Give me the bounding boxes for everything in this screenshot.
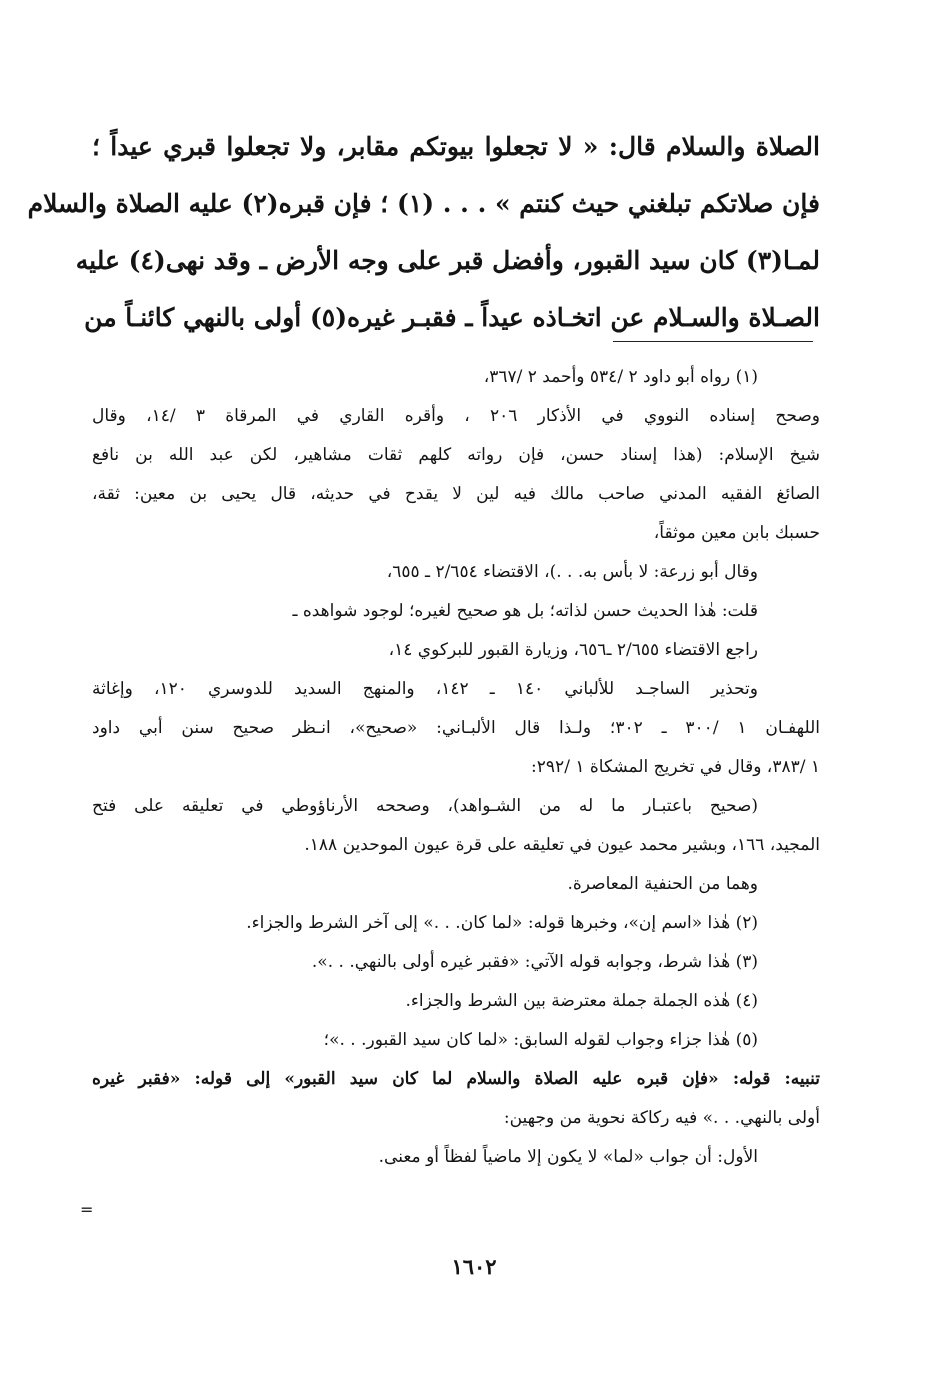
margin-mark: = [80, 1200, 94, 1219]
footnote-line: قلت: هٰذا الحديث حسن لذاته؛ بل هو صحيح لغيره؛ لوجود شواهده ـ [292, 601, 758, 621]
footnote-line: راجع الاقتضاء ٢/٦٥٥ ـ٦٥٦، وزيارة القبور للبركوي ١٤، [388, 640, 758, 660]
tanbih-note-line: تنبيه: قوله: «فإن قبره عليه الصلاة والسلام لما كان سيد القبور» إلى قوله: «فقبر غيره [92, 1069, 820, 1089]
footnote-line: حسبك بابن معين موثقاً، [653, 523, 820, 543]
main-text-block [27, 118, 820, 346]
footnote-line: الصائغ الفقيه المدني صاحب مالك فيه لين لا يقدح في حديثه، قال يحيى بن معين: ثقة، [92, 484, 820, 504]
footnote-line: (٥) هٰذا جزاء وجواب لقوله السابق: «لما كان سيد القبور. . .»؛ [323, 1030, 758, 1050]
page-number: ١٦٠٢ [451, 1254, 497, 1279]
footnote-line: (١) رواه أبو داود ٢ /٥٣٤ وأحمد ٢ /٣٦٧، [483, 367, 758, 387]
footnote-line: الأول: أن جواب «لما» لا يكون إلا ماضياً لفظاً أو معنى. [378, 1147, 758, 1167]
footnote-line: (٤) هٰذه الجملة جملة معترضة بين الشرط والجزاء. [405, 991, 758, 1011]
footnotes-block [92, 358, 820, 1177]
footnote-line: اللهفـان ١ /٣٠٠ ـ ٣٠٢؛ ولـذا قال الألبـاني: «صحيح»، انـظر صحيح سنن أبي داود [92, 718, 820, 738]
footnote-line: (٢) هٰذا «اسم إن»، وخبرها قوله: «لما كان. . .» إلى آخر الشرط والجزاء. [246, 913, 758, 933]
main-text-line: الصـلاة والسـلام عن اتخـاذه عيداً ـ فقبـر غيره(٥) أولى بالنهي كائنـاً من [84, 303, 820, 332]
main-text-line: لمـا(٣) كان سيد القبور، وأفضل قبر على وجه الأرض ـ وقد نهى(٤) عليه [75, 246, 820, 275]
footnote-line: (صحيح باعتبـار ما له من الشـواهد)، وصححه الأرناؤوطي في تعليقه على فتح [92, 796, 758, 816]
footnote-line: وصحح إسناده النووي في الأذكار ٢٠٦ ، وأقره القاري في المرقاة ٣ /١٤، وقال [92, 406, 820, 426]
main-text-line: الصلاة والسلام قال: « لا تجعلوا بيوتكم مقابر، ولا تجعلوا قبري عيداً ؛ [92, 132, 820, 161]
main-text-line: فإن صلاتكم تبلغني حيث كنتم » . . . (١) ؛ فإن قبره(٢) عليه الصلاة والسلام [27, 189, 820, 218]
footnote-line: (٣) هٰذا شرط، وجوابه قوله الآتي: «فقبر غيره أولى بالنهي. . .». [311, 952, 758, 972]
footnote-line: المجيد، ١٦٦، وبشير محمد عيون في تعليقه على قرة عيون الموحدين ١٨٨. [304, 835, 820, 855]
footnote-line: ١ /٣٨٣، وقال في تخريج المشكاة ١ /٢٩٢: [531, 757, 820, 777]
footnote-separator-rule [613, 341, 813, 342]
footnote-line: وقال أبو زرعة: لا بأس به. . .)، الاقتضاء ٢/٦٥٤ ـ ٦٥٥، [386, 562, 758, 582]
footnote-line: وهما من الحنفية المعاصرة. [567, 874, 758, 894]
footnote-line: أولى بالنهي. . .» فيه ركاكة نحوية من وجهين: [503, 1108, 820, 1128]
footnote-line: شيخ الإسلام: (هذا إسناد حسن، فإن رواته كلهم ثقات مشاهير، لكن عبد الله بن نافع [92, 445, 820, 465]
footnote-line: وتحذير الساجـد للألباني ١٤٠ ـ ١٤٢، والمنهج السديد للدوسري ١٢٠، وإغاثة [92, 679, 758, 699]
